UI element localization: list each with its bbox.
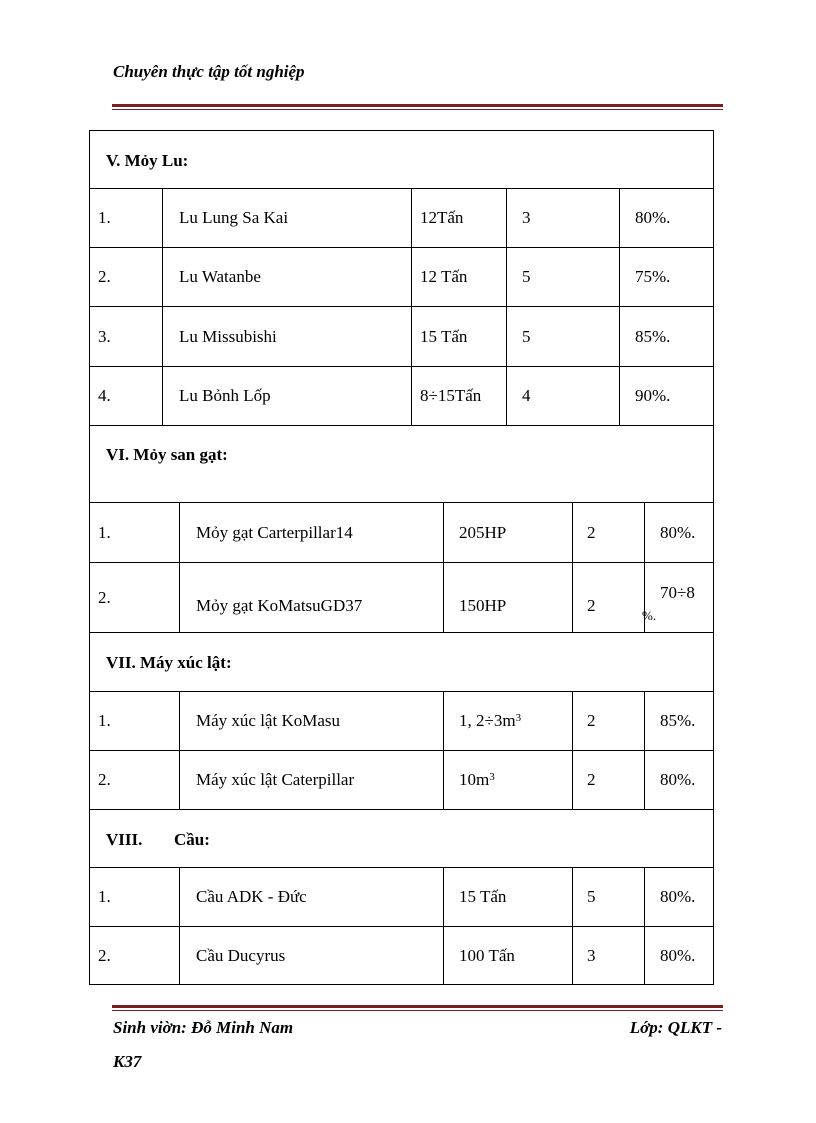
equipment-pct: 80%. <box>644 751 713 809</box>
equipment-pct: 80%. <box>644 868 713 926</box>
unit-superscript: 3 <box>515 712 522 724</box>
equipment-qty: 3 <box>506 189 619 247</box>
equipment-pct: 80%. <box>619 189 713 247</box>
equipment-name: Cầu ADK - Đức <box>179 868 443 926</box>
equipment-qty: 5 <box>572 868 644 926</box>
table-row <box>90 563 713 633</box>
row-number: 1. <box>98 887 111 906</box>
equipment-spec: 150HP <box>443 563 572 632</box>
table-row <box>90 307 713 367</box>
equipment-pct: 75%. <box>619 248 713 306</box>
section-header <box>90 633 713 692</box>
equipment-name: Mỏy gạt Carterpillar14 <box>179 503 443 562</box>
row-number: 1. <box>98 711 111 730</box>
equipment-name: Máy xúc lật KoMasu <box>179 692 443 750</box>
equipment-spec: 12Tấn <box>411 189 506 247</box>
equipment-spec: 12 Tấn <box>411 248 506 306</box>
footer-class-cont: K37 <box>113 1052 142 1071</box>
equipment-qty: 4 <box>506 367 619 425</box>
equipment-name: Cầu Ducyrus <box>179 927 443 984</box>
equipment-qty: 2 <box>572 751 644 809</box>
footer-class: Lớp: QLKT - <box>629 1018 722 1037</box>
equipment-name: Lu Bỏnh Lốp <box>162 367 411 425</box>
section-header <box>90 131 713 189</box>
equipment-spec: 10m <box>459 770 490 789</box>
unit-superscript: 3 <box>489 771 495 783</box>
table-row <box>90 868 713 927</box>
equipment-spec-cell <box>443 751 572 809</box>
section-title: VI. Mỏy san gạt: <box>106 445 228 464</box>
equipment-pct: 80%. <box>644 927 713 984</box>
equipment-spec: 1, 2÷3m <box>459 711 516 730</box>
equipment-name: Lu Missubishi <box>162 307 411 366</box>
equipment-qty: 3 <box>572 927 644 984</box>
table-row <box>90 751 713 810</box>
equipment-pct: 70÷8 <box>660 583 695 602</box>
equipment-pct: 80%. <box>644 503 713 562</box>
row-number: 2. <box>98 588 111 607</box>
equipment-spec: 15 Tấn <box>411 307 506 366</box>
row-number: 2. <box>98 770 111 789</box>
equipment-name: Mỏy gạt KoMatsuGD37 <box>179 563 443 632</box>
equipment-pct: 85%. <box>619 307 713 366</box>
row-number: 1. <box>98 522 111 542</box>
equipment-name: Lu Watanbe <box>162 248 411 306</box>
row-number: 2. <box>98 267 111 286</box>
equipment-spec: 100 Tấn <box>443 927 572 984</box>
row-number: 4. <box>98 386 111 405</box>
section-title: VII. Máy xúc lật: <box>106 653 232 672</box>
equipment-pct: 85%. <box>644 692 713 750</box>
equipment-name: Lu Lung Sa Kai <box>162 189 411 247</box>
equipment-pct-cell <box>644 563 713 632</box>
section-title: VIII. <box>106 830 143 849</box>
equipment-qty: 2 <box>572 692 644 750</box>
equipment-pct: 90%. <box>619 367 713 425</box>
equipment-qty: 2 <box>572 563 644 632</box>
equipment-name: Máy xúc lật Caterpillar <box>179 751 443 809</box>
equipment-spec: 205HP <box>443 503 572 562</box>
section-header <box>90 426 713 503</box>
equipment-spec-cell <box>443 692 572 750</box>
section-header <box>90 810 713 868</box>
table-row <box>90 503 713 563</box>
equipment-qty: 5 <box>506 307 619 366</box>
row-number: 3. <box>98 326 111 346</box>
row-number: 1. <box>98 208 111 227</box>
table-row <box>90 189 713 248</box>
table-row <box>90 367 713 426</box>
table-row <box>90 248 713 307</box>
equipment-table <box>89 130 714 985</box>
table-row <box>90 692 713 751</box>
table-row <box>90 927 713 984</box>
footer-rule <box>112 1005 723 1011</box>
row-number: 2. <box>98 945 111 965</box>
equipment-spec: 8÷15Tấn <box>411 367 506 425</box>
equipment-qty: 5 <box>506 248 619 306</box>
equipment-qty: 2 <box>572 503 644 562</box>
equipment-spec: 15 Tấn <box>443 868 572 926</box>
equipment-pct-wrap: %. <box>642 608 657 623</box>
page-header-title: Chuyên thực tập tốt nghiệp <box>113 62 305 81</box>
footer-student: Sinh viờn: Đỗ Minh Nam <box>113 1018 294 1037</box>
header-rule <box>112 104 723 110</box>
section-title: V. Mỏy Lu: <box>106 151 189 170</box>
section-title-name: Cầu: <box>174 830 210 849</box>
